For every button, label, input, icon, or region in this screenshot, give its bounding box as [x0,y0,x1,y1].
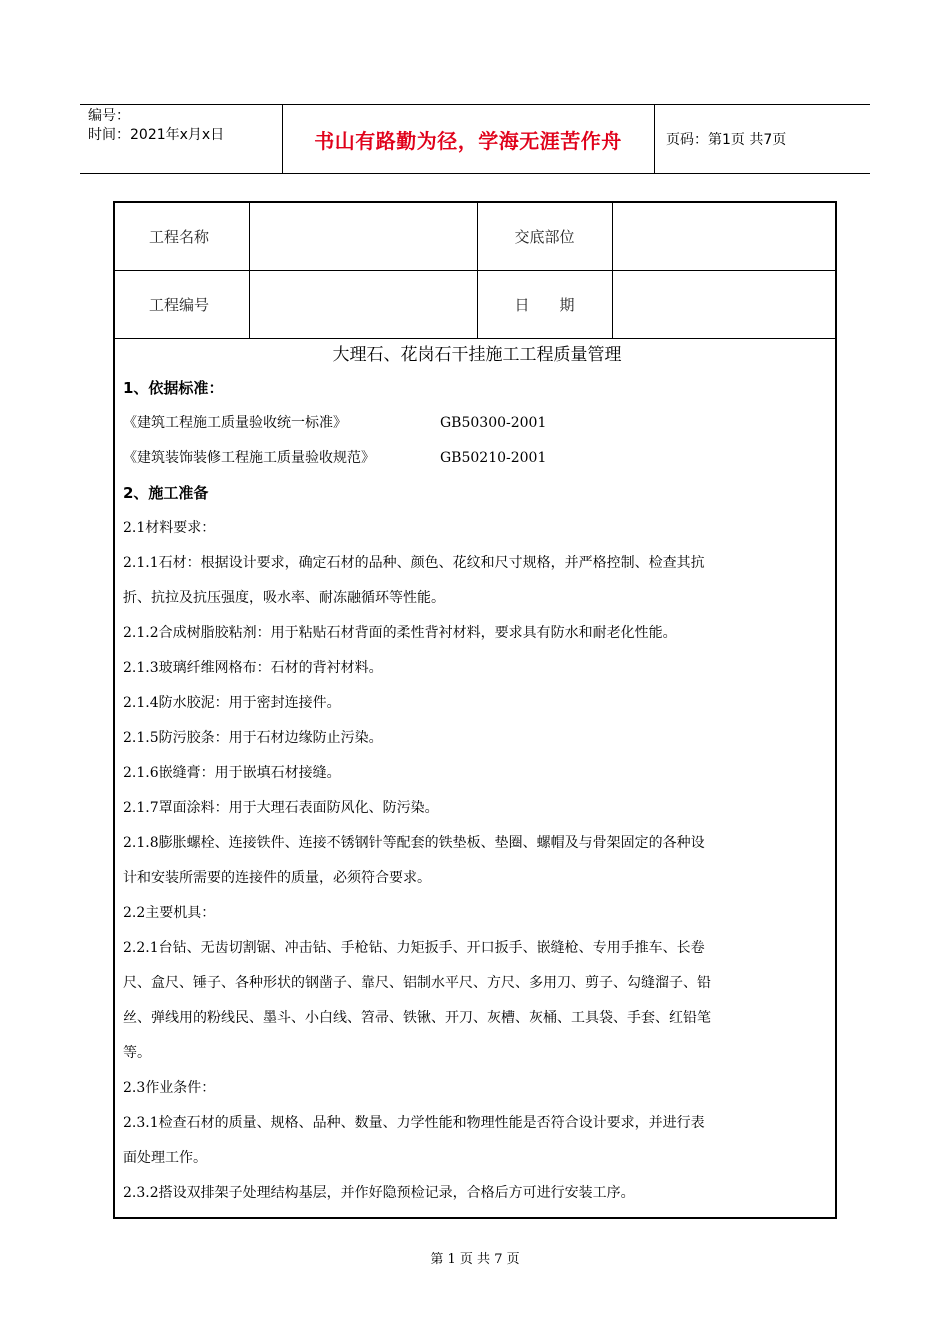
project-number-value[interactable] [250,271,478,338]
paragraph-line: 等。 [123,1045,151,1061]
paragraph-line: 2.3.2搭设双排架子处理结构基层，并作好隐预检记录，合格后方可进行安装工序。 [123,1185,635,1201]
paragraph-line: 计和安装所需要的连接件的质量，必须符合要求。 [123,870,431,886]
date-value[interactable] [612,271,835,338]
paragraph-line: 2.1.8膨胀螺栓、连接铁件、连接不锈钢针等配套的铁垫板、垫圈、螺帽及与骨架固定的各种设 [123,835,705,851]
paragraph-line: 2.1.4防水胶泥：用于密封连接件。 [123,695,341,711]
date-label: 日 期 [477,271,613,338]
standard-item [123,441,831,476]
paragraph-line: 2.3作业条件： [123,1080,216,1096]
paragraph-line: 2.1.3玻璃纤维网格布：石材的背衬材料。 [123,660,383,676]
paragraph-line: 2.2主要机具： [123,905,216,921]
paragraph-line: 折、抗拉及抗压强度，吸水率、耐冻融循环等性能。 [123,590,445,606]
project-name-value[interactable] [250,203,478,270]
standard-item [123,406,831,441]
paragraph-line: 2.1.5防污胶条：用于石材边缘防止污染。 [123,730,383,746]
header-divider [654,105,655,173]
section-heading: 2、施工准备 [123,484,209,502]
paragraph-line: 尺、盒尺、锤子、各种形状的钢凿子、靠尺、铝制水平尺、方尺、多用刀、剪子、勾缝溜子、铅 [123,975,711,991]
handover-part-value[interactable] [612,203,835,270]
header-motto: 书山有路勤为径，学海无涯苦作舟 [314,128,622,153]
info-row [115,203,835,271]
document-number-label: 编号： [88,108,130,124]
document-body [123,339,831,1211]
standard-code: GB50210-2001 [440,450,547,466]
document-frame [113,201,837,1219]
page-header [80,104,870,174]
paragraph-line: 丝、弹线用的粉线民、墨斗、小白线、笤帚、铁锹、开刀、灰槽、灰桶、工具袋、手套、红铅笔 [123,1010,711,1026]
page-footer: 第 1 页 共 7 页 [430,1252,520,1267]
header-meta [88,107,278,145]
paragraph-line: 2.2.1台钻、无齿切割锯、冲击钻、手枪钻、力矩扳手、开口扳手、嵌缝枪、专用手推车、长卷 [123,940,705,956]
document-time: 时间：2021年x月x日 [88,127,225,143]
project-number-label: 工程编号 [115,271,250,338]
section-heading: 1、依据标准： [123,379,224,397]
paragraph-line: 2.1材料要求： [123,520,216,536]
document-title: 大理石、花岗石干挂施工工程质量管理 [332,345,622,365]
handover-part-label: 交底部位 [477,203,613,270]
paragraph-line: 2.1.2合成树脂胶粘剂：用于粘贴石材背面的柔性背衬材料，要求具有防水和耐老化性能。 [123,625,677,641]
paragraph-line: 2.3.1检查石材的质量、规格、品种、数量、力学性能和物理性能是否符合设计要求，并进行表 [123,1115,705,1131]
paragraph-line: 2.1.6嵌缝膏：用于嵌填石材接缝。 [123,765,341,781]
paragraph-line: 面处理工作。 [123,1150,207,1166]
paragraph-line: 2.1.7罩面涂料：用于大理石表面防风化、防污染。 [123,800,439,816]
info-row [115,271,835,339]
project-name-label: 工程名称 [115,203,250,270]
standard-name: 《建筑工程施工质量验收统一标准》 [123,415,347,431]
project-info-table [115,203,835,339]
standard-code: GB50300-2001 [440,415,547,431]
paragraph-line: 2.1.1石材：根据设计要求，确定石材的品种、颜色、花纹和尺寸规格，并严格控制、检查其抗 [123,555,705,571]
standard-name: 《建筑装饰装修工程施工质量验收规范》 [123,450,375,466]
header-page-info: 页码：第1页 共7页 [666,132,787,148]
